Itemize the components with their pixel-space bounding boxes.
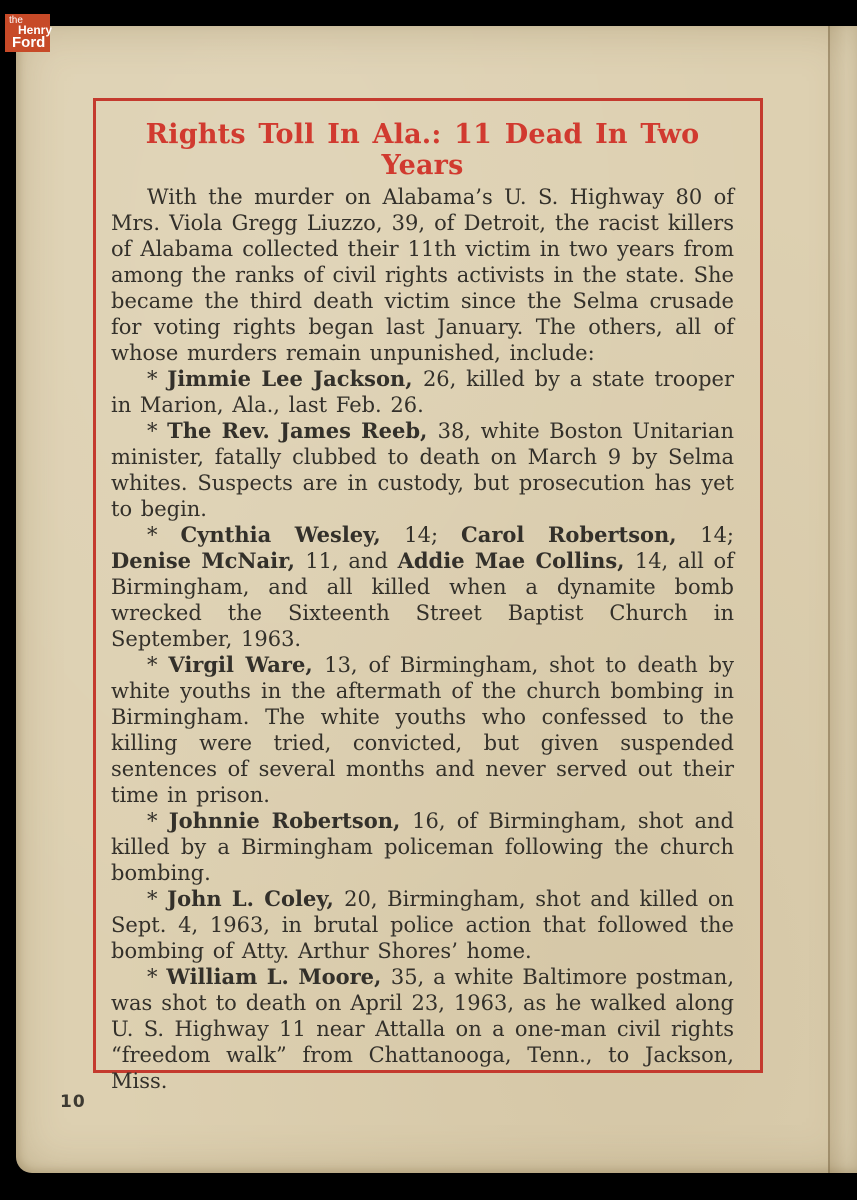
paragraph-text: * <box>147 419 168 443</box>
paragraph-text: 20, Birmingham, shot and killed on Sept. 4, 1963, in brutal police action that followed the bombing of Atty. Arthur Shores’ home. <box>111 887 734 963</box>
henry-ford-logo <box>5 14 53 52</box>
victim-name: Johnnie Robertson, <box>168 808 413 833</box>
victim-name: Carol Robertson, <box>461 522 701 547</box>
booklet-page <box>16 26 857 1173</box>
victim-name: William L. Moore, <box>166 964 391 989</box>
paragraph-text: * <box>147 523 181 547</box>
paragraph-text: 16, of Birmingham, shot and killed by a Birmingham policeman following the church bombing. <box>111 809 734 885</box>
paragraph <box>111 886 734 964</box>
paragraph-text: * <box>147 367 168 391</box>
victim-name: The Rev. James Reeb, <box>167 418 438 443</box>
paragraph-text: * <box>147 809 169 833</box>
victim-name: John L. Coley, <box>167 886 345 911</box>
paragraph <box>111 522 734 652</box>
page-fold-line <box>828 26 857 1173</box>
paragraph-text: 14; <box>404 523 461 547</box>
article-body <box>111 184 734 1094</box>
paragraph-text: 35, a white Baltimore postman, was shot to death on April 23, 1963, as he walked along U. S. Highway 11 near Attalla on a one-man civil rights “freedom walk” from Chattanooga, Tenn., to Jackson, Miss. <box>111 965 734 1093</box>
paragraph-text: 14; <box>700 523 734 547</box>
paragraph <box>111 366 734 418</box>
article-title: Rights Toll In Ala.: 11 Dead In Two Years <box>145 119 700 181</box>
logo-word-the: the <box>9 15 23 26</box>
logo-word-ford: Ford <box>12 34 46 51</box>
paragraph <box>111 964 734 1094</box>
paragraph-text: 11, and <box>305 549 398 573</box>
paragraph <box>111 808 734 886</box>
paragraph <box>111 184 734 366</box>
paragraph <box>111 418 734 522</box>
paragraph-text: 14, all of Birmingham, and all killed when a dynamite bomb wrecked the Sixteenth Street Baptist Church in September, 1963. <box>111 549 734 651</box>
paragraph-text: 13, of Birmingham, shot to death by white youths in the aftermath of the church bombing in Birmingham. The white youths who confessed to the killing were tried, convicted, but given suspended sentences of several months and never served out their time in prison. <box>111 653 734 807</box>
paragraph-text: 26, killed by a state trooper in Marion, Ala., last Feb. 26. <box>111 367 734 417</box>
paragraph-text: 38, white Boston Unitarian minister, fatally clubbed to death on March 9 by Selma whites. Suspects are in custody, but prosecution has yet to begin. <box>111 419 734 521</box>
paragraph-text: * <box>147 653 169 677</box>
page-number: 10 <box>60 1092 86 1112</box>
paragraph <box>111 652 734 808</box>
victim-name: Denise McNair, <box>111 548 306 573</box>
logo-word-henry: Henry <box>18 23 53 37</box>
paragraph-text: * <box>147 965 167 989</box>
paragraph-text: With the murder on Alabama’s U. S. Highway 80 of Mrs. Viola Gregg Liuzzo, 39, of Detroit, the racist killers of Alabama collected their 11th victim in two years from among the ranks of civil rights activists in the state. She became the third death victim since the Selma crusade for voting rights began last January. The others, all of whose murders remain unpunished, include: <box>111 185 734 365</box>
victim-name: Virgil Ware, <box>168 652 325 677</box>
article-border-box <box>93 98 763 1093</box>
victim-name: Jimmie Lee Jackson, <box>167 366 423 391</box>
victim-name: Addie Mae Collins, <box>397 548 635 573</box>
paragraph-text: * <box>147 887 168 911</box>
victim-name: Cynthia Wesley, <box>180 522 405 547</box>
